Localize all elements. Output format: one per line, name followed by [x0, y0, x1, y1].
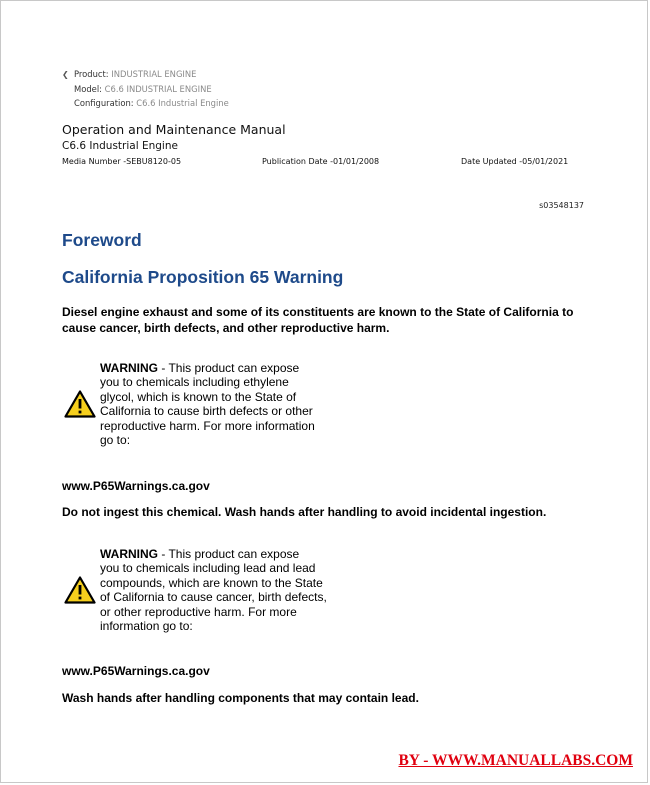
breadcrumb-model-value: C6.6 INDUSTRIAL ENGINE	[104, 84, 212, 94]
breadcrumb-configuration	[62, 96, 229, 110]
warning-text-2	[100, 547, 335, 633]
chevron-left-icon[interactable]: ❮	[62, 70, 69, 79]
warning-line: - This product can expose	[158, 547, 300, 561]
warning-label: WARNING	[100, 361, 158, 375]
breadcrumb-config-value: C6.6 Industrial Engine	[136, 98, 229, 108]
intro-text: Diesel engine exhaust and some of its constituents are known to the State of California to cause cancer, birth defects, and other reproductive harm.	[62, 305, 574, 335]
warning-triangle-icon	[64, 576, 96, 604]
breadcrumb-product[interactable]	[62, 67, 229, 82]
footer-watermark-link[interactable]: BY - WWW.MANUALLABS.COM	[398, 752, 633, 769]
section-title: Foreword	[62, 230, 142, 250]
warning-note-2: Wash hands after handling components that may contain lead.	[62, 691, 419, 705]
warning-label: WARNING	[100, 547, 158, 561]
warning-line: you to chemicals including lead and lead	[100, 561, 316, 576]
breadcrumb-product-value: INDUSTRIAL ENGINE	[111, 69, 197, 79]
publication-date: Publication Date -01/01/2008	[262, 157, 380, 166]
breadcrumb-model	[62, 82, 229, 96]
warning-line: reproductive harm. For more information	[100, 418, 315, 433]
manual-title: Operation and Maintenance Manual	[62, 122, 286, 137]
breadcrumb-model-label: Model:	[74, 84, 102, 94]
breadcrumb-config-label: Configuration:	[74, 98, 134, 108]
warning-triangle-icon	[64, 390, 96, 418]
breadcrumb-product-label: Product:	[74, 69, 109, 79]
warning-note-1: Do not ingest this chemical. Wash hands after handling to avoid incidental ingestion.	[62, 505, 547, 519]
p65-link-1[interactable]: www.P65Warnings.ca.gov	[62, 479, 210, 493]
warning-line: or other reproductive harm. For more	[100, 604, 297, 619]
warning-line: you to chemicals including ethylene	[100, 375, 289, 390]
warning-line: go to:	[100, 433, 131, 448]
warning-text-1	[100, 361, 330, 447]
warning-line: glycol, which is known to the State of	[100, 389, 297, 404]
breadcrumb	[62, 67, 229, 110]
manual-subtitle: C6.6 Industrial Engine	[62, 140, 178, 152]
media-number: Media Number -SEBU8120-05	[62, 157, 182, 166]
document-id: s03548137	[539, 201, 584, 210]
warning-line: of California to cause cancer, birth defects,	[100, 590, 327, 605]
subsection-title: California Proposition 65 Warning	[62, 267, 344, 287]
warning-line: - This product can expose	[158, 361, 300, 375]
warning-line: information go to:	[100, 619, 193, 634]
warning-line: compounds, which are known to the State	[100, 575, 323, 590]
date-updated: Date Updated -05/01/2021	[461, 157, 569, 166]
p65-link-2[interactable]: www.P65Warnings.ca.gov	[62, 664, 210, 678]
warning-line: California to cause birth defects or other	[100, 404, 313, 419]
